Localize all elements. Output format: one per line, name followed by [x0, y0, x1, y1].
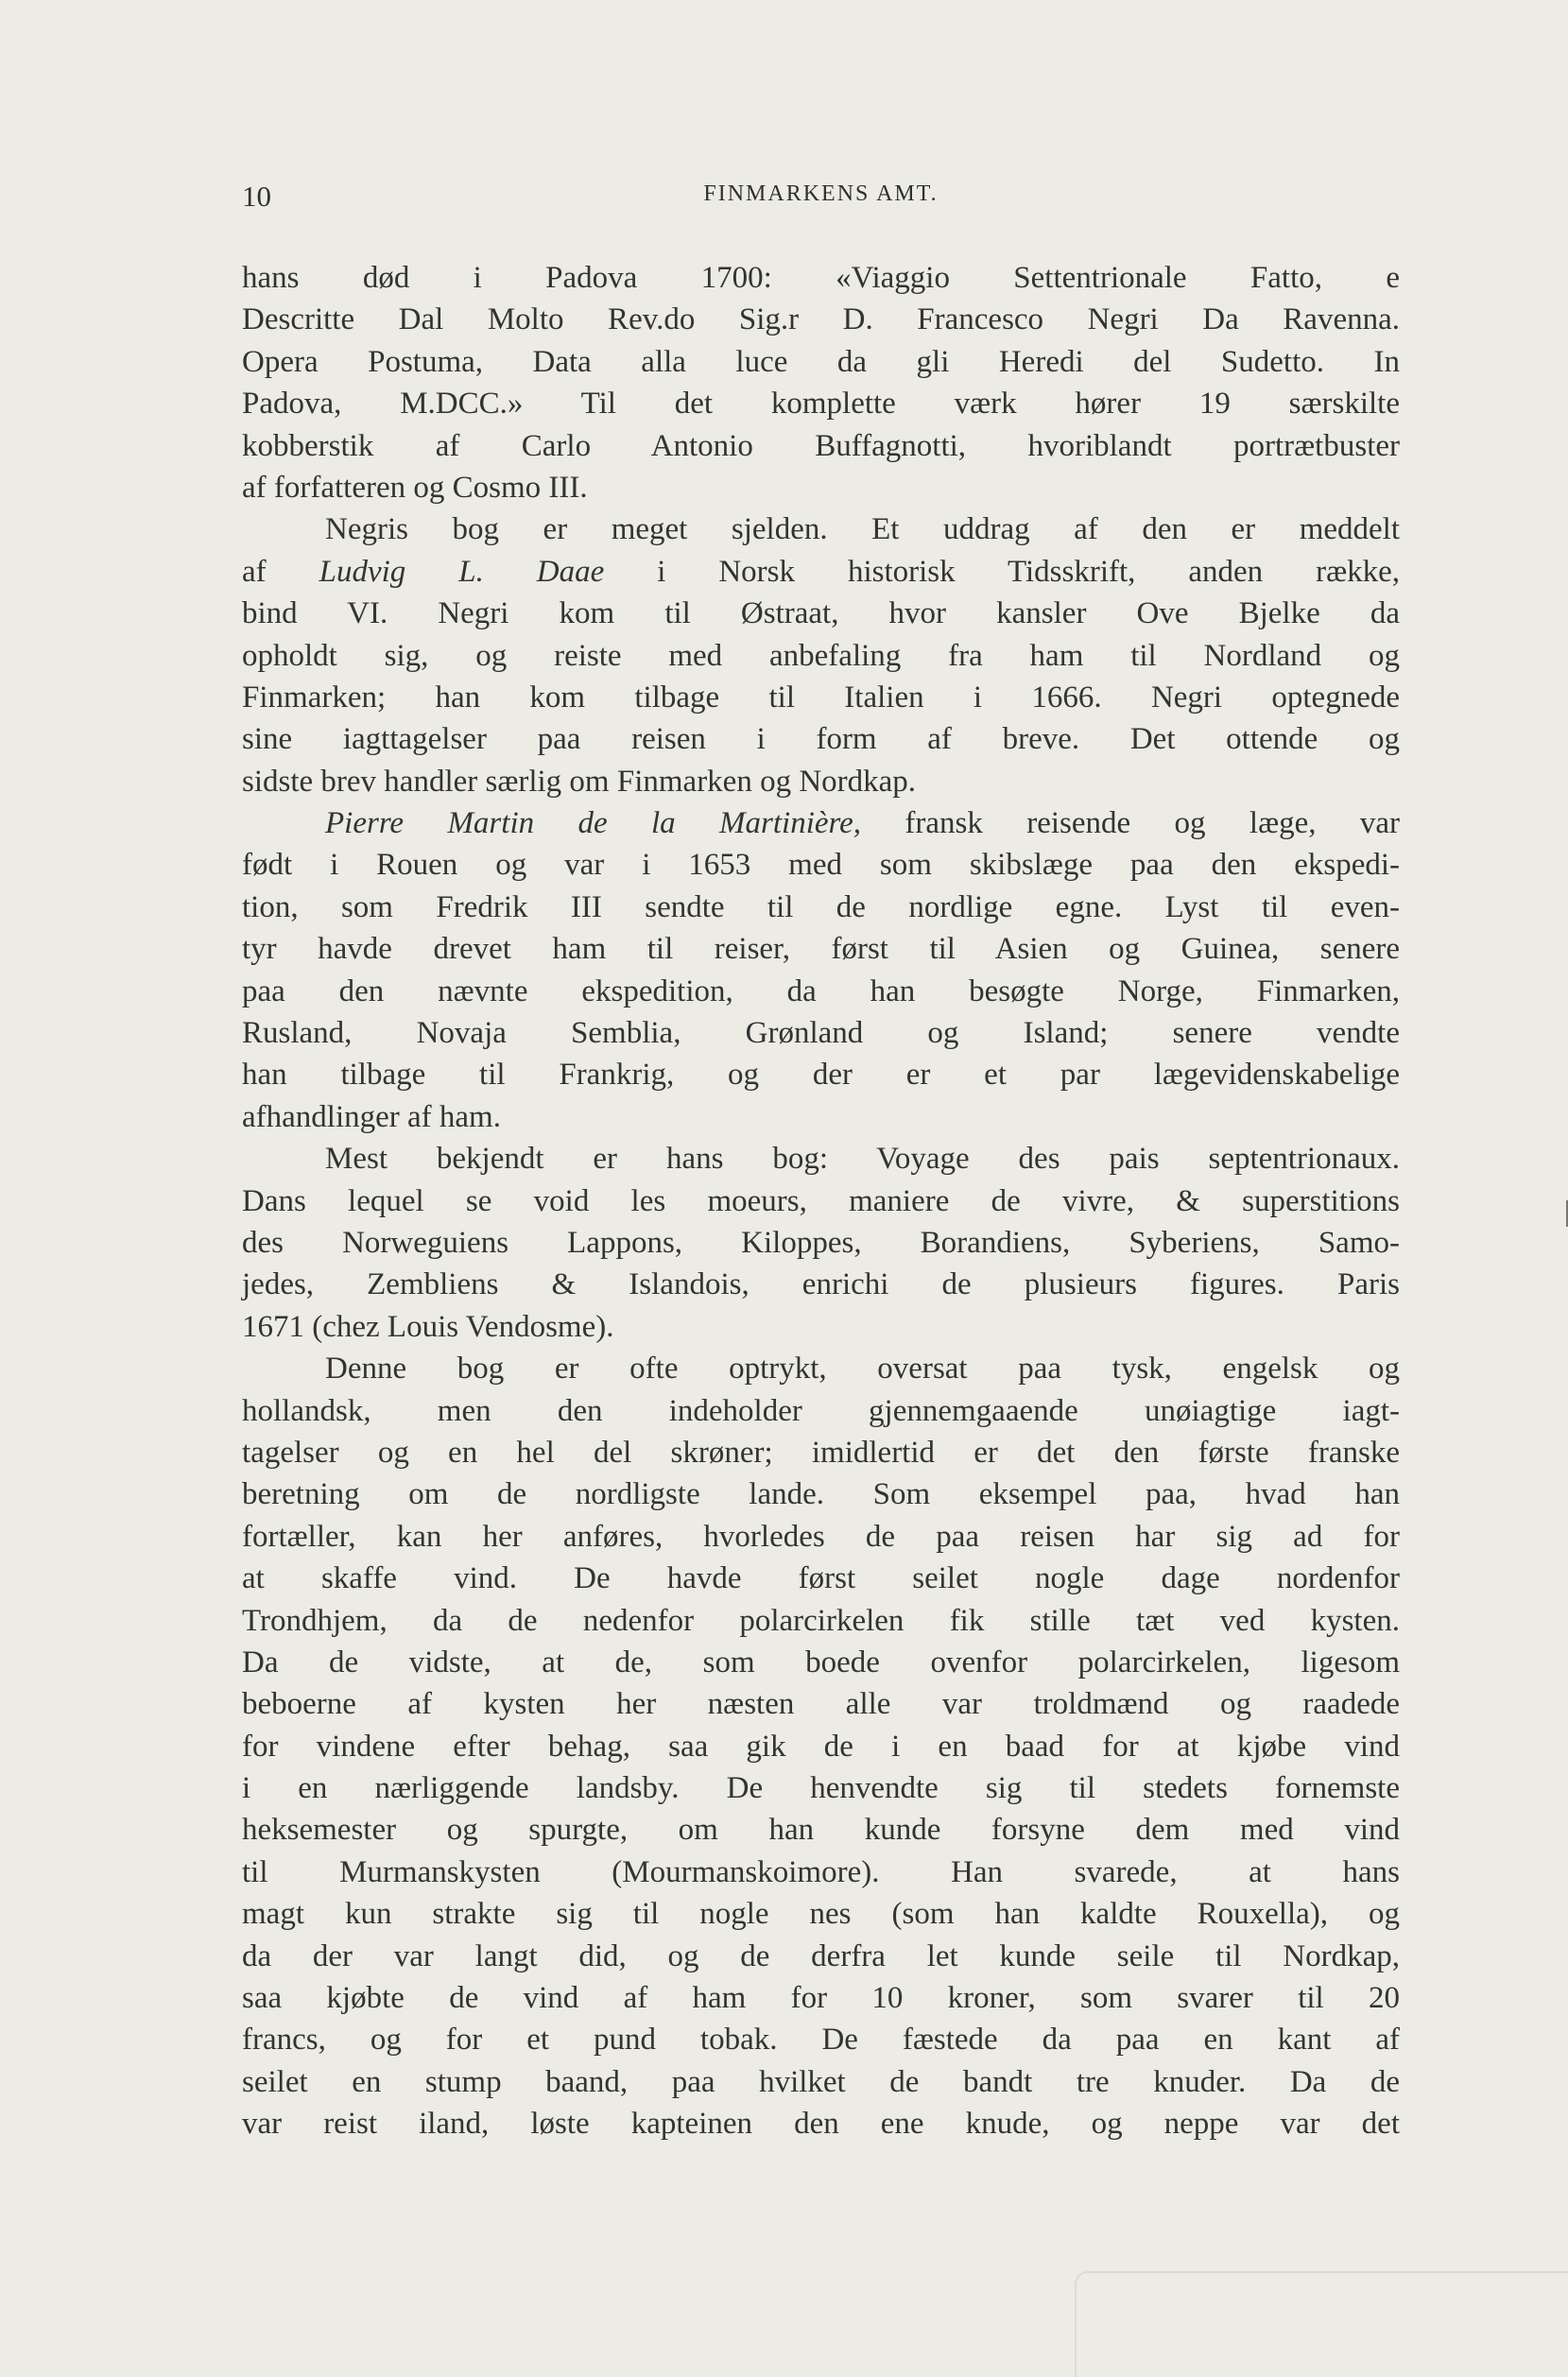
text-line: at skaffe vind. De havde først seilet nogle dage nordenfor	[242, 1561, 1400, 1596]
text-line: tion, som Fredrik III sendte til de nordlige egne. Lyst til even-	[242, 889, 1400, 924]
text-line: tagelser og en hel del skrøner; imidlertid er det den første franske	[242, 1435, 1400, 1470]
text-line: sine iagttagelser paa reisen i form af breve. Det ottende og	[242, 722, 1400, 757]
text-line: hans død i Padova 1700: «Viaggio Settentrionale Fatto, e	[242, 261, 1400, 295]
text-line: afhandlinger af ham.	[242, 1099, 501, 1134]
text-line: af forfatteren og Cosmo III.	[242, 470, 588, 505]
line-text: fransk reisende og læge, var	[861, 806, 1401, 841]
text-line: Negris bog er meget sjelden. Et uddrag af den er meddelt	[325, 512, 1400, 547]
text-line: født i Rouen og var i 1653 med som skibslæge paa den ekspedi-	[242, 848, 1400, 883]
text-line: heksemester og spurgte, om han kunde forsyne dem med vind	[242, 1813, 1400, 1848]
text-line: 1671 (chez Louis Vendosme).	[242, 1309, 614, 1344]
text-line: bind VI. Negri kom til Østraat, hvor kansler Ove Bjelke da	[242, 596, 1400, 631]
text-line: for vindene efter behag, saa gik de i en baad for at kjøbe vind	[242, 1729, 1400, 1764]
text-line: saa kjøbte de vind af ham for 10 kroner, som svarer til 20	[242, 1981, 1400, 2016]
text-line: da der var langt did, og de derfra let kunde seile til Nordkap,	[242, 1938, 1400, 1973]
text-line: Descritte Dal Molto Rev.do Sig.r D. Francesco Negri Da Ravenna.	[242, 302, 1400, 337]
text-line: kobberstik af Carlo Antonio Buffagnotti, hvoriblandt portrætbuster	[242, 428, 1400, 463]
text-line: Denne bog er ofte optrykt, oversat paa tysk, engelsk og	[325, 1352, 1400, 1387]
page-header	[242, 180, 1400, 217]
text-line: opholdt sig, og reiste med anbefaling fra ham til Nordland og	[242, 638, 1400, 673]
body-text	[242, 257, 1400, 2145]
text-line: Opera Postuma, Data alla luce da gli Heredi del Sudetto. In	[242, 344, 1400, 379]
text-line: fortæller, kan her anføres, hvorledes de paa reisen har sig ad for	[242, 1519, 1400, 1554]
text-line: magt kun strakte sig til nogle nes (som han kaldte Rouxella), og	[242, 1897, 1400, 1932]
text-line: des Norweguiens Lappons, Kiloppes, Borandiens, Syberiens, Samo-	[242, 1225, 1400, 1260]
running-head: FINMARKENS AMT.	[703, 181, 939, 206]
text-line	[242, 551, 1400, 593]
text-line: Trondhjem, da de nedenfor polarcirkelen fik stille tæt ved kysten.	[242, 1603, 1400, 1638]
text-line: var reist iland, løste kapteinen den ene knude, og neppe var det	[242, 2107, 1400, 2142]
text-line: francs, og for et pund tobak. De fæstede da paa en kant af	[242, 2023, 1400, 2058]
line-text: af	[242, 554, 319, 589]
text-line	[242, 802, 1400, 844]
text-line: Rusland, Novaja Semblia, Grønland og Island; senere vendte	[242, 1016, 1400, 1051]
text-line: beretning om de nordligste lande. Som eksempel paa, hvad han	[242, 1477, 1400, 1512]
scan-corner-mark	[1075, 2271, 1568, 2377]
text-line: seilet en stump baand, paa hvilket de bandt tre knuder. Da de	[242, 2064, 1400, 2099]
text-line: Mest bekjendt er hans bog: Voyage des pais septentrionaux.	[325, 1142, 1400, 1177]
page-number: 10	[242, 180, 271, 213]
line-text: i Norsk historisk Tidsskrift, anden række,	[604, 554, 1400, 589]
text-line: i en nærliggende landsby. De henvendte sig til stedets fornemste	[242, 1771, 1400, 1806]
text-line: tyr havde drevet ham til reiser, først til Asien og Guinea, senere	[242, 932, 1400, 967]
text-line: Da de vidste, at de, som boede ovenfor polarcirkelen, ligesom	[242, 1645, 1400, 1679]
text-line: Dans lequel se void les moeurs, maniere de vivre, & superstitions	[242, 1183, 1400, 1218]
text-line: beboerne af kysten her næsten alle var troldmænd og raadede	[242, 1687, 1400, 1722]
author-name-martiniere: Pierre Martin de la Martinière,	[325, 806, 862, 841]
text-line: sidste brev handler særlig om Finmarken og Nordkap.	[242, 764, 917, 799]
text-line: jedes, Zembliens & Islandois, enrichi de plusieurs figures. Paris	[242, 1267, 1400, 1302]
text-line: han tilbage til Frankrig, og der er et par lægevidenskabelige	[242, 1058, 1400, 1093]
text-line: hollandsk, men den indeholder gjennemgaaende unøiagtige iagt-	[242, 1393, 1400, 1428]
text-line: paa den nævnte ekspedition, da han besøgte Norge, Finmarken,	[242, 973, 1400, 1008]
text-line: til Murmanskysten (Mourmanskoimore). Han svarede, at hans	[242, 1854, 1400, 1889]
author-name-daae: Ludvig L. Daae	[319, 554, 605, 589]
text-line: Padova, M.DCC.» Til det komplette værk hører 19 særskilte	[242, 387, 1400, 422]
text-line: Finmarken; han kom tilbage til Italien i 1666. Negri optegnede	[242, 680, 1400, 715]
